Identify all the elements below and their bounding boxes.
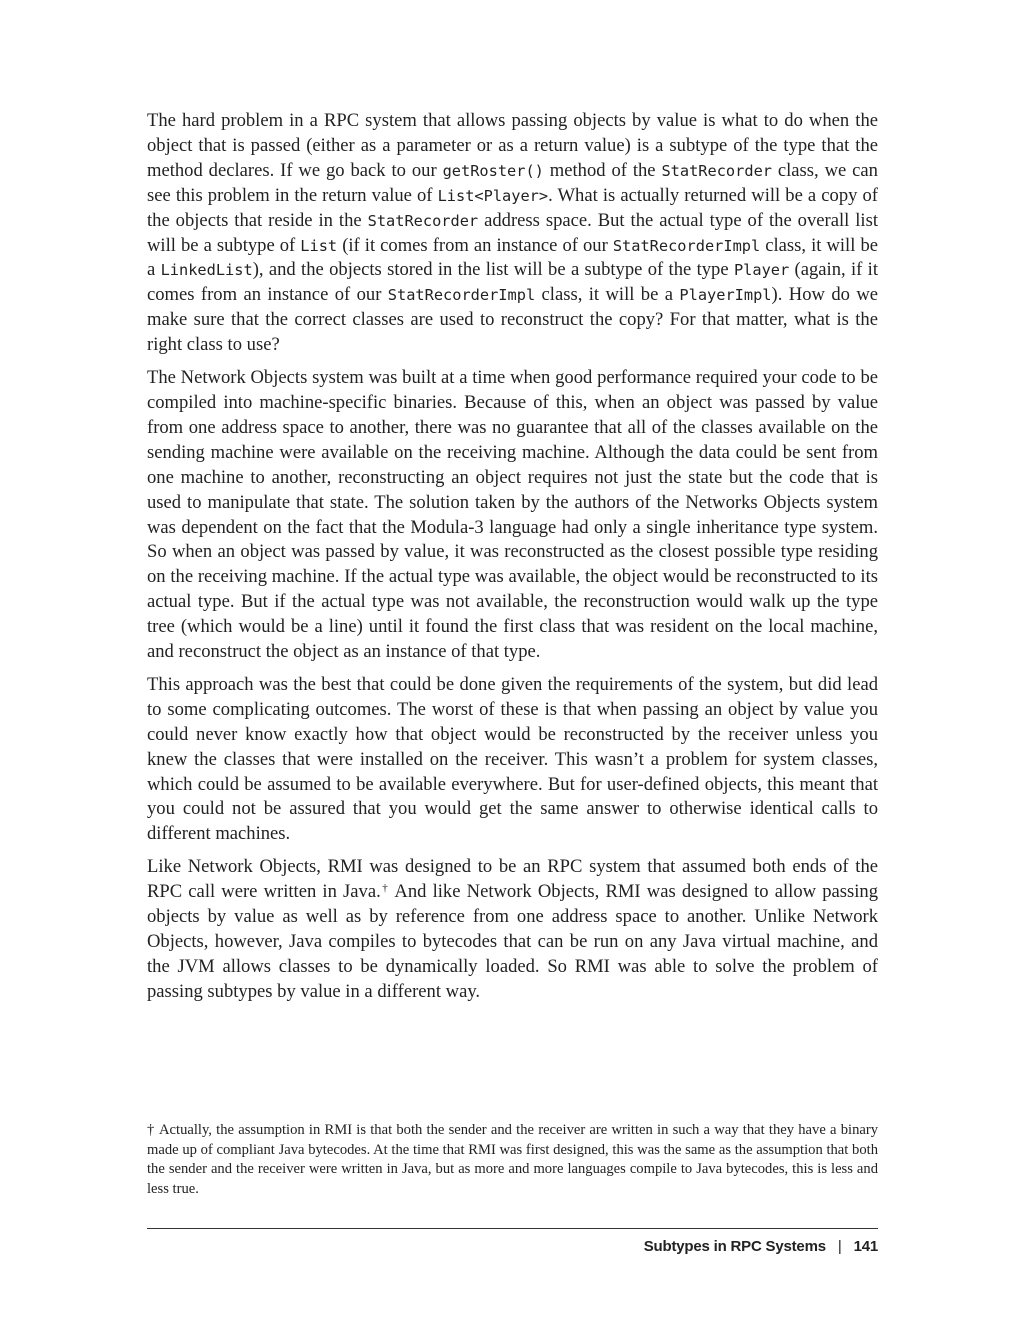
- text-run: class, it will be a: [147, 234, 878, 281]
- code-list: List: [300, 236, 338, 255]
- code-stat-recorder-impl: StatRecorderImpl: [387, 286, 536, 305]
- text-run: And like Network Objects, RMI was designed to allow passing objects by value as well as by reference from one address space to another. Unlike Network Objects, however, Java compiles to bytecodes that can be run on any Java virtual machine, and the JVM allows classes to be dynamically loaded. So RMI was able to solve the problem of passing subtypes by value in a different way.: [147, 881, 878, 1002]
- main-content: [147, 109, 878, 1013]
- footnote: [147, 1121, 878, 1199]
- text-run: class, it will be a: [535, 284, 680, 306]
- code-linked-list: LinkedList: [160, 261, 253, 280]
- text-run: address space. But the actual type of the overall list will be a subtype of: [147, 209, 879, 256]
- code-stat-recorder-impl: StatRecorderImpl: [612, 236, 761, 255]
- paragraph-1: [147, 109, 878, 358]
- footnote-mark: †: [147, 1122, 155, 1138]
- paragraph-3: This approach was the best that could be done given the requirements of the system, but did lead to some complicating outcomes. The worst of these is that when passing an object by value you could never know exactly how that object would be reconstructed by the receiver unless you knew the classes that were installed on the receiver. This wasn’t a problem for system classes, which could be assumed to be available everywhere. But for user-defined objects, this meant that you could not be assured that you would get the same answer to otherwise identical calls to different machines.: [147, 673, 878, 845]
- code-list-player: List<Player>: [437, 186, 549, 205]
- text-run: ), and the objects stored in the list will be a subtype of the type: [252, 259, 734, 281]
- code-stat-recorder: StatRecorder: [367, 211, 479, 230]
- code-stat-recorder: StatRecorder: [661, 161, 772, 180]
- text-run: class, we can see this problem in the return value of: [147, 159, 878, 206]
- page-footer: [644, 1238, 878, 1255]
- code-player-impl: PlayerImpl: [679, 286, 772, 305]
- code-player: Player: [733, 261, 790, 280]
- text-run: (again, if it comes from an instance of our: [147, 259, 879, 306]
- page-number: 141: [853, 1238, 878, 1255]
- code-get-roster: getRoster(): [442, 161, 544, 180]
- text-run: . What is actually returned will be a copy of the objects that reside in the: [147, 184, 878, 231]
- footer-separator: |: [837, 1238, 842, 1255]
- running-footer-section-title: Subtypes in RPC Systems: [643, 1238, 826, 1255]
- text-run: Like Network Objects, RMI was designed to be an RPC system that assumed both ends of the RPC call were written in Java.: [147, 856, 878, 903]
- text-run: The hard problem in a RPC system that allows passing objects by value is what to do when the object that is passed (either as a parameter or as a return value) is a subtype of the type that the method declares. If we go back to our: [147, 110, 878, 181]
- paragraph-4: [147, 855, 878, 1004]
- text-run: ). How do we make sure that the correct classes are used to reconstruct the copy? For that matter, what is the right class to use?: [147, 284, 879, 356]
- footnote-text: Actually, the assumption in RMI is that both the sender and the receiver are written in such a way that they have a binary made up of compliant Java bytecodes. At the time that RMI was first designed, this was the same as the assumption that both the sender and the receiver were written in Java, but as more and more languages compile to Java bytecodes, this is less and less true.: [147, 1122, 878, 1197]
- footnote-reference[interactable]: †: [380, 882, 390, 895]
- footer-rule: [147, 1228, 878, 1229]
- paragraph-2: The Network Objects system was built at a time when good performance required your code to be compiled into machine-specific binaries. Because of this, when an object was passed by value from one address space to another, there was no guarantee that all of the classes available on the sending machine were available on the receiving machine. Although the data could be sent from one machine to another, reconstructing an object requires not just the state but the code that is used to manipulate that state. The solution taken by the authors of the Networks Objects system was dependent on the fact that the Modula-3 language had only a single inheritance type system. So when an object was passed by value, it was reconstructed as the closest possible type residing on the receiving machine. If the actual type was available, the object would be reconstructed to its actual type. But if the actual type was not available, the reconstruction would walk up the type tree (which would be a line) until it found the first class that was resident on the local machine, and reconstruct the object as an instance of that type.: [147, 367, 878, 663]
- text-run: method of the: [543, 159, 662, 181]
- text-run: (if it comes from an instance of our: [337, 234, 613, 256]
